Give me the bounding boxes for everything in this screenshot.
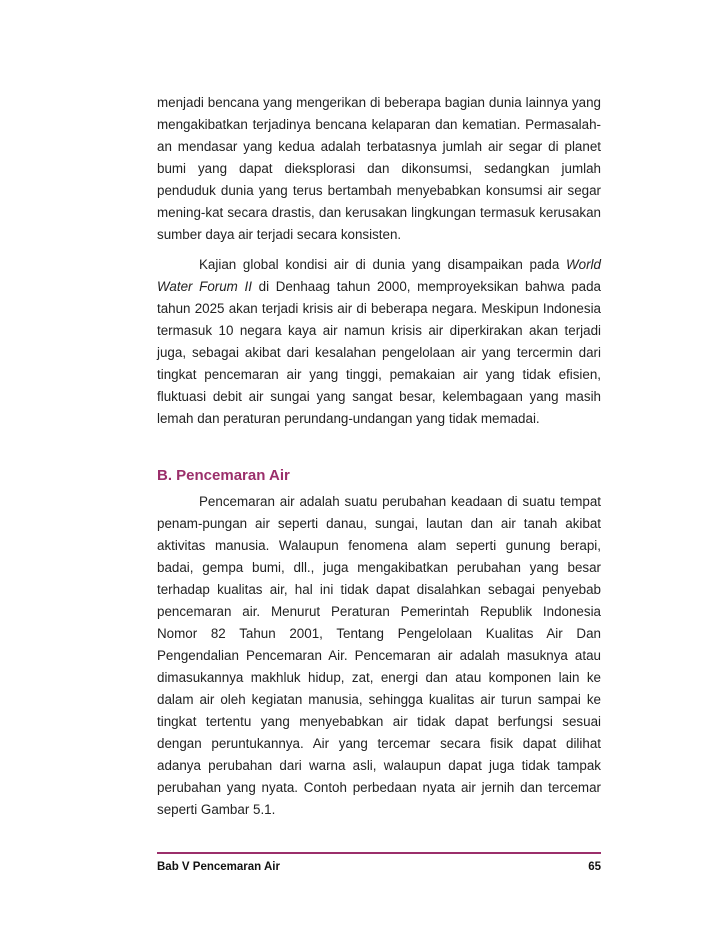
paragraph-line: mening-kat secara drastis, dan kerusakan lingkungan termasuk kerusakan bbox=[157, 205, 601, 220]
paragraph-line: seperti Gambar 5.1. bbox=[157, 802, 276, 817]
paragraph-line: perubahan yang nyata. Contoh perbedaan nyata air jernih dan tercemar bbox=[157, 780, 601, 795]
paragraph-line: dimasukannya makhluk hidup, zat, energi dan atau komponen lain ke bbox=[157, 670, 601, 685]
paragraph-text: di Denhaag tahun 2000, memproyeksikan bahwa pada bbox=[258, 279, 601, 294]
paragraph-line bbox=[157, 254, 601, 276]
page-number: 65 bbox=[588, 861, 601, 873]
paragraph-line: dengan peruntukannya. Air yang tercemar secara fisik dapat dilihat bbox=[157, 736, 601, 751]
paragraph-line: an mendasar yang kedua adalah terbatasnya jumlah air segar di planet bbox=[157, 139, 601, 154]
paragraph-line: badai, gempa bumi, dll., juga mengakibatkan perubahan yang besar bbox=[157, 560, 601, 575]
section-heading: B. Pencemaran Air bbox=[157, 467, 290, 484]
paragraph-line: penam-pungan air seperti danau, sungai, lautan dan air tanah akibat bbox=[157, 516, 601, 531]
paragraph-line: tahun 2025 akan terjadi krisis air di beberapa negara. Meskipun Indonesia bbox=[157, 301, 601, 316]
paragraph-line: Pengendalian Pencemaran Air. Pencemaran air adalah masuknya atau bbox=[157, 648, 601, 663]
paragraph-line: fluktuasi debit air sungai yang sangat besar, kelembagaan yang masih bbox=[157, 389, 601, 404]
paragraph-1 bbox=[157, 92, 601, 246]
paragraph-line: juga, sebagai akibat dari kesalahan pengelolaan air yang tercermin dari bbox=[157, 345, 601, 360]
footer-chapter-title: Bab V Pencemaran Air bbox=[157, 861, 280, 873]
paragraph-line: dalam air oleh kegiatan manusia, sehingga kualitas air turun sampai ke bbox=[157, 692, 601, 707]
paragraph-line: tingkat tertentu yang menyebabkan air tidak dapat berfungsi sesuai bbox=[157, 714, 601, 729]
paragraph-line: terhadap kualitas air, hal ini tidak dapat disalahkan sebagai penyebab bbox=[157, 582, 601, 597]
event-name-italic: Water Forum II bbox=[157, 279, 252, 294]
paragraph-line: aktivitas manusia. Walaupun fenomena alam seperti gunung berapi, bbox=[157, 538, 601, 553]
paragraph-text: Kajian global kondisi air di dunia yang disampaikan pada bbox=[199, 257, 560, 272]
footer-divider bbox=[157, 852, 601, 854]
paragraph-line: bumi yang dapat dieksplorasi dan dikonsumsi, sedangkan jumlah bbox=[157, 161, 601, 176]
paragraph-2 bbox=[157, 254, 601, 430]
paragraph-line: penduduk dunia yang terus bertambah menyebabkan konsumsi air segar bbox=[157, 183, 601, 198]
paragraph-line: termasuk 10 negara kaya air namun krisis air diperkirakan akan terjadi bbox=[157, 323, 601, 338]
paragraph-line: pencemaran air. Menurut Peraturan Pemerintah Republik Indonesia bbox=[157, 604, 601, 619]
section-paragraph bbox=[157, 491, 601, 821]
paragraph-line: Pencemaran air adalah suatu perubahan keadaan di suatu tempat bbox=[199, 494, 601, 509]
paragraph-line: tingkat pencemaran air yang tinggi, pemakaian air yang tidak efisien, bbox=[157, 367, 601, 382]
paragraph-line: mengakibatkan terjadinya bencana kelaparan dan kematian. Permasalah- bbox=[157, 117, 601, 132]
paragraph-line: sumber daya air terjadi secara konsisten. bbox=[157, 227, 402, 242]
paragraph-line: Nomor 82 Tahun 2001, Tentang Pengelolaan Kualitas Air Dan bbox=[157, 626, 601, 641]
paragraph-line: lemah dan peraturan perundang-undangan yang tidak memadai. bbox=[157, 411, 540, 426]
event-name-italic: World bbox=[566, 257, 601, 272]
paragraph-line bbox=[157, 276, 601, 298]
paragraph-line: menjadi bencana yang mengerikan di beberapa bagian dunia lainnya yang bbox=[157, 95, 601, 110]
paragraph-line: adanya perubahan dari warna asli, walaupun dapat juga tidak tampak bbox=[157, 758, 601, 773]
